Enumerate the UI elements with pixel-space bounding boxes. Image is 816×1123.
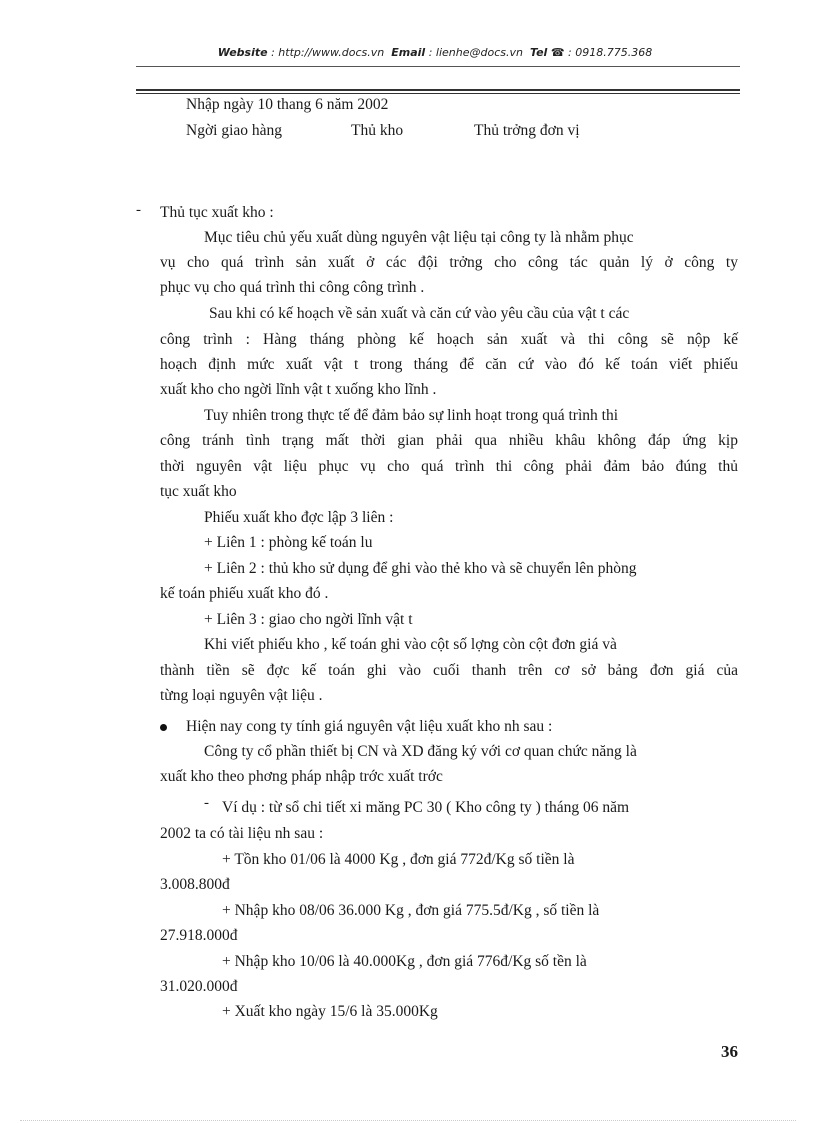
dash-marker: - [136, 202, 141, 218]
section-title: Thủ tục xuất kho : [160, 204, 274, 221]
para-6-line: + Liên 2 : thủ kho sử dụng để ghi vào thẻ kho và sẽ chuyển lên phòng [204, 560, 637, 577]
email-value: : lienhe@docs.vn [428, 46, 523, 59]
para-10-line: 2002 ta có tài liệu nh sau : [160, 825, 324, 842]
website-label: Website [217, 46, 268, 59]
para-7-line: + Liên 3 : giao cho ngời lĩnh vật t [204, 611, 413, 628]
para-8-line: từng loại nguyên vật liệu . [160, 687, 323, 704]
example-line: + Xuất kho ngày 15/6 là 35.000Kg [222, 1003, 438, 1020]
tel-value: : 0918.775.368 [568, 46, 653, 59]
example-line: 3.008.800đ [160, 876, 230, 893]
bullet-line: Hiện nay cong ty tính giá nguyên vật liệu xuất kho nh sau : [186, 718, 553, 735]
para-2-line: Sau khi có kế hoạch về sản xuất và căn cứ vào yêu cầu của vật t các [209, 305, 630, 322]
double-rule-top [136, 89, 740, 91]
para-3-line: công tránh tình trạng mất thời gian phải qua nhiều khâu không đáp ứng kịp [160, 432, 738, 449]
signature-storekeeper: Thủ kho [351, 122, 404, 139]
bullet-icon [160, 724, 167, 731]
para-8-line: thành tiền sẽ đợc kế toán ghi vào cuối thanh trên cơ sở bảng đơn giá của [160, 662, 738, 679]
para-2-line: xuất kho cho ngời lĩnh vật t xuống kho lĩnh . [160, 381, 437, 398]
para-10-line: Ví dụ : từ sổ chi tiết xi măng PC 30 ( Kho công ty ) tháng 06 năm [222, 799, 630, 816]
para-4-line: Phiếu xuất kho đợc lập 3 liên : [204, 509, 394, 526]
dash-marker: - [204, 795, 209, 811]
para-3-line: thời nguyên vật liệu phục vụ cho quá trình thi công phải đảm bảo đúng thủ [160, 458, 738, 475]
para-6-line: kế toán phiếu xuất kho đó . [160, 585, 329, 602]
email-label: Email [391, 46, 426, 59]
para-9-line: xuất kho theo phơng pháp nhập trớc xuất trớc [160, 768, 443, 785]
website-url: : http://www.docs.vn [271, 46, 385, 59]
para-5-line: + Liên 1 : phòng kế toán lu [204, 534, 373, 551]
page-header [130, 46, 740, 59]
header-divider [136, 66, 740, 67]
phone-icon: ☎ [550, 46, 565, 59]
date-line: Nhập ngày 10 thang 6 năm 2002 [186, 96, 389, 113]
example-line: 31.020.000đ [160, 978, 238, 995]
double-rule-bottom [136, 93, 740, 94]
tel-label: Tel [529, 46, 548, 59]
signature-unit-head: Thủ trởng đơn vị [474, 122, 580, 139]
para-2-line: công trình : Hàng tháng phòng kế hoạch sản xuất và thi công sẽ nộp kế [160, 331, 738, 348]
para-1-line: Mục tiêu chủ yếu xuất dùng nguyên vật liệu tại công ty là nhằm phục [204, 229, 634, 246]
para-9-line: Công ty cổ phần thiết bị CN và XD đăng ký với cơ quan chức năng là [204, 743, 637, 760]
example-line: + Tồn kho 01/06 là 4000 Kg , đơn giá 772đ/Kg số tiền là [222, 851, 575, 868]
para-1-line: vụ cho quá trình sản xuất ở các đội trởng cho công tác quản lý ở công ty [160, 254, 738, 271]
para-8-line: Khi viết phiếu kho , kế toán ghi vào cột số lợng còn cột đơn giá và [204, 636, 617, 653]
para-3-line: tục xuất kho [160, 483, 237, 500]
para-1-line: phục vụ cho quá trình thi công công trình . [160, 279, 425, 296]
para-2-line: hoạch định mức xuất vật t trong tháng để căn cứ vào đó kế toán viết phiếu [160, 356, 738, 373]
example-line: 27.918.000đ [160, 927, 238, 944]
signature-delivery: Ngời giao hàng [186, 122, 283, 139]
example-line: + Nhập kho 10/06 là 40.000Kg , đơn giá 776đ/Kg số tền là [222, 953, 587, 970]
example-line: + Nhập kho 08/06 36.000 Kg , đơn giá 775.5đ/Kg , số tiền là [222, 902, 600, 919]
para-3-line: Tuy nhiên trong thực tế để đảm bảo sự linh hoạt trong quá trình thi [204, 407, 619, 424]
page-number: 36 [721, 1042, 738, 1061]
footer-dotted-line [20, 1120, 796, 1121]
